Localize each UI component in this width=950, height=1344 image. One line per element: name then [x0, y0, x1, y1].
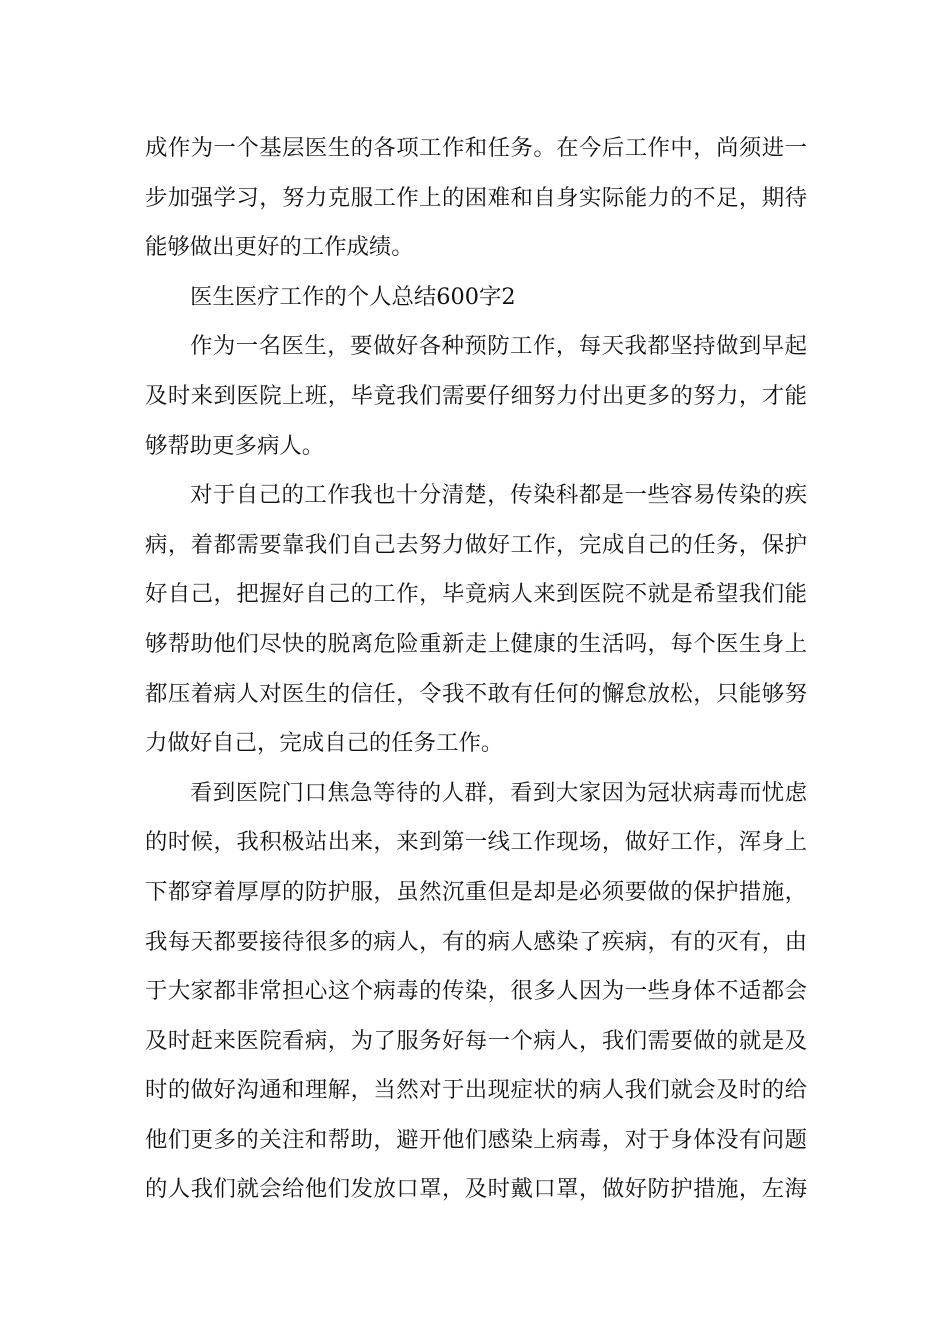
text-line: 作为一名医生，要做好各种预防工作，每天我都坚持做到早起: [190, 333, 807, 360]
text-line: 病，着都需要靠我们自己去努力做好工作，完成自己的任务，保护: [145, 531, 807, 558]
text-line: 他们更多的关注和帮助，避开他们感染上病毒，对于身体没有问题: [145, 1126, 807, 1153]
text-line: 对于自己的工作我也十分清楚，传染科都是一些容易传染的疾: [190, 482, 807, 509]
paragraph: [145, 124, 807, 273]
text-line: 我每天都要接待很多的病人，有的病人感染了疾病，有的灭有，由: [145, 928, 807, 955]
text-line: 及时赶来医院看病，为了服务好每一个病人，我们需要做的就是及: [145, 1027, 807, 1054]
text-line: 能够做出更好的工作成绩。: [145, 234, 414, 261]
paragraph: [145, 322, 807, 471]
document-body: [145, 124, 807, 1215]
text-line: 够帮助更多病人。: [145, 432, 325, 459]
text-line: 下都穿着厚厚的防护服，虽然沉重但是却是必须要做的保护措施，: [145, 878, 807, 905]
text-line: 医生医疗工作的个人总结600字2: [190, 283, 516, 310]
text-line: 的人我们就会给他们发放口罩，及时戴口罩，做好防护措施，左海: [145, 1176, 807, 1203]
text-line: 看到医院门口焦急等待的人群，看到大家因为冠状病毒而忧虑: [190, 779, 807, 806]
text-line: 的时候，我积极站出来，来到第一线工作现场，做好工作，浑身上: [145, 829, 807, 856]
section-heading: [145, 273, 807, 323]
paragraph: [145, 471, 807, 769]
text-line: 好自己，把握好自己的工作，毕竟病人来到医院不就是希望我们能: [145, 581, 807, 608]
text-line: 够帮助他们尽快的脱离危险重新走上健康的生活吗，每个医生身上: [145, 630, 807, 657]
text-line: 成作为一个基层医生的各项工作和任务。在今后工作中，尚须进一: [145, 135, 807, 161]
text-line: 都压着病人对医生的信任，令我不敢有任何的懈怠放松，只能够努: [145, 680, 807, 707]
text-line: 力做好自己，完成自己的任务工作。: [145, 730, 504, 757]
text-line: 步加强学习，努力克服工作上的困难和自身实际能力的不足，期待: [145, 184, 807, 211]
text-line: 时的做好沟通和理解，当然对于出现症状的病人我们就会及时的给: [145, 1077, 807, 1104]
paragraph: [145, 769, 807, 1215]
text-line: 于大家都非常担心这个病毒的传染，很多人因为一些身体不适都会: [145, 978, 807, 1005]
text-line: 及时来到医院上班，毕竟我们需要仔细努力付出更多的努力，才能: [145, 382, 807, 409]
